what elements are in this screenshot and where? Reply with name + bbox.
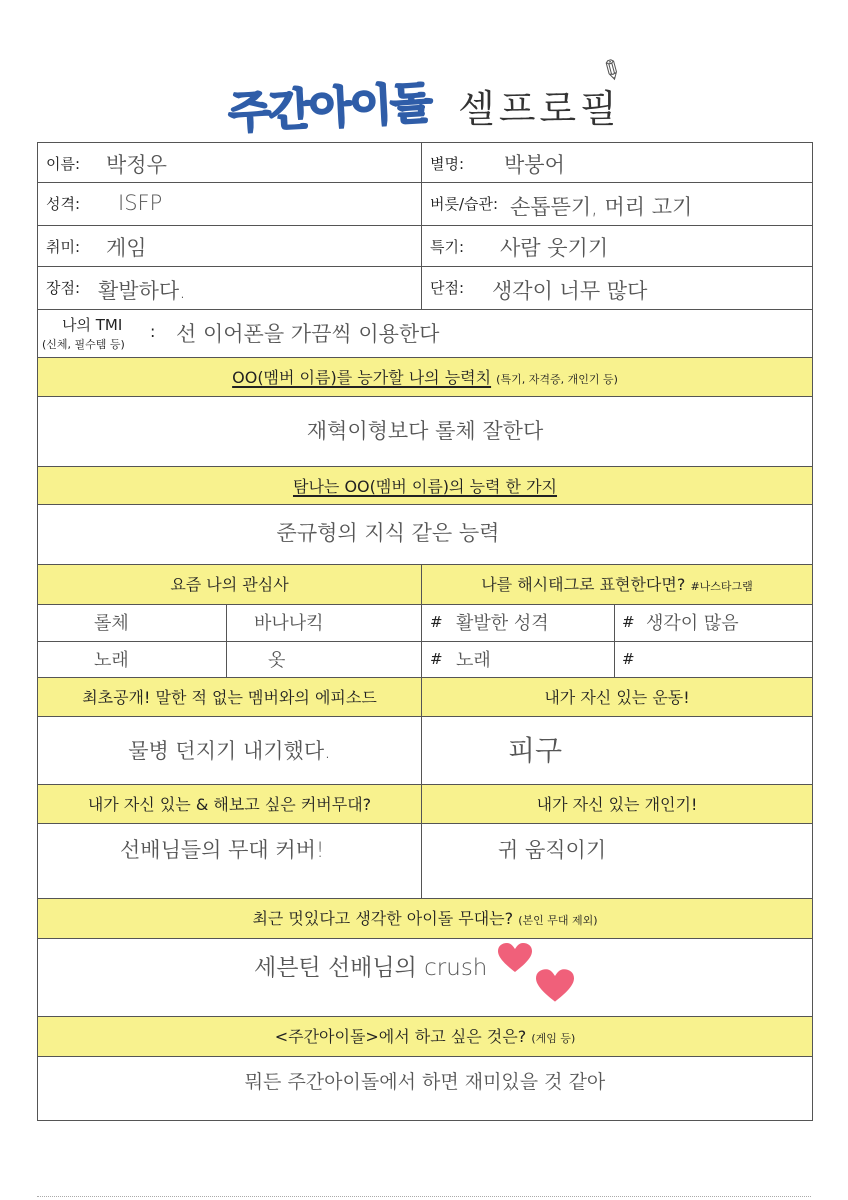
stage-heading-note: (본인 무대 제외) xyxy=(518,914,598,927)
sport-heading: 내가 자신 있는 운동! xyxy=(544,688,690,707)
hash-symbol-3: # xyxy=(430,650,443,668)
episode-sport-answer-row xyxy=(38,717,812,785)
covet-heading-text: 탐나는 OO(멤버 이름)의 능력 한 가지 xyxy=(292,477,558,496)
strength-value: 활발하다. xyxy=(98,279,186,303)
nickname-label: 별명: xyxy=(430,155,465,173)
covet-answer-row xyxy=(38,505,812,565)
stage-answer-row xyxy=(38,939,812,1017)
tmi-label: 나의 TMI xyxy=(62,316,123,334)
hash-symbol-2: # xyxy=(622,613,635,631)
weakness-label: 단점: xyxy=(430,279,465,297)
pencil-icon: ✎ xyxy=(593,52,628,90)
episode-value: 물병 던지기 내기했다. xyxy=(128,739,331,763)
wish-answer-row xyxy=(38,1057,812,1120)
cover-heading: 내가 자신 있는 & 해보고 싶은 커버무대? xyxy=(87,795,372,814)
cover-gag-heading xyxy=(38,785,812,824)
gag-heading: 내가 자신 있는 개인기! xyxy=(536,795,698,814)
wish-value: 뭐든 주간아이돌에서 하면 재미있을 것 같아 xyxy=(244,1071,606,1093)
cover-value: 선배님들의 무대 커버! xyxy=(120,838,325,862)
episode-heading: 최초공개! 말한 적 없는 멤버와의 에피소드 xyxy=(82,688,377,707)
covet-value: 준규형의 지식 같은 능력 xyxy=(276,521,500,545)
interest-hashtag-heading xyxy=(38,565,812,605)
interest-4: 옷 xyxy=(268,650,286,671)
name-value: 박정우 xyxy=(106,153,167,177)
tmi-value: 선 이어폰을 가끔씩 이용한다 xyxy=(176,322,440,346)
row-tmi xyxy=(38,310,812,358)
habit-value: 손톱뜯기, 머리 고기 xyxy=(510,195,693,219)
row-hobby xyxy=(38,226,812,267)
weekly-idol-logo: 주간아이돌 xyxy=(227,77,432,140)
personality-value: ISFP xyxy=(118,191,163,215)
hash-symbol-4: # xyxy=(622,650,635,668)
ability-heading-note: (특기, 자격증, 개인기 등) xyxy=(496,373,618,386)
page-title: 셀프로필 xyxy=(458,87,621,131)
ability-answer-row xyxy=(38,397,812,467)
heart-icon xyxy=(498,943,532,973)
talent-value: 사람 웃기기 xyxy=(500,236,609,260)
tmi-colon: : xyxy=(150,322,156,341)
hashtag-heading-text: 나를 해시태그로 표현한다면? xyxy=(481,575,686,594)
profile-form xyxy=(37,142,813,1121)
row-personality xyxy=(38,183,812,226)
page-header xyxy=(0,52,848,140)
gag-value: 귀 움직이기 xyxy=(498,838,607,862)
wish-heading-note: (게임 등) xyxy=(531,1032,576,1045)
hobby-value: 게임 xyxy=(106,236,147,260)
row-strength xyxy=(38,267,812,310)
hashtag-heading xyxy=(422,565,812,607)
interest-2: 바나나킥 xyxy=(254,613,324,634)
ability-value: 재혁이형보다 롤체 잘한다 xyxy=(306,419,544,443)
ability-heading-text: OO(멤버 이름)를 능가할 나의 능력치 xyxy=(232,368,492,387)
nickname-value: 박붕어 xyxy=(504,153,565,177)
strength-label: 장점: xyxy=(46,279,81,297)
sport-value: 피구 xyxy=(508,734,563,767)
ability-heading xyxy=(38,358,812,397)
stage-value: 세븐틴 선배님의 crush xyxy=(254,955,488,981)
row-name xyxy=(38,143,812,183)
hash-symbol-1: # xyxy=(430,613,443,631)
episode-sport-heading xyxy=(38,678,812,717)
hashtag-3: 노래 xyxy=(456,650,491,671)
name-label: 이름: xyxy=(46,155,81,173)
personality-label: 성격: xyxy=(46,195,81,213)
habit-label: 버릇/습관: xyxy=(430,195,499,213)
interest-heading: 요즘 나의 관심사 xyxy=(170,575,289,594)
interest-row-2 xyxy=(38,642,812,678)
heart-icon xyxy=(536,969,574,1003)
hashtag-heading-note: #나스타그램 xyxy=(690,580,753,593)
wish-heading-text: <주간아이돌>에서 하고 싶은 것은? xyxy=(274,1027,527,1046)
weakness-value: 생각이 너무 많다 xyxy=(492,279,648,303)
covet-heading xyxy=(38,467,812,505)
hashtag-1: 활발한 성격 xyxy=(456,613,549,634)
interest-1: 롤체 xyxy=(94,613,129,634)
hobby-label: 취미: xyxy=(46,238,81,256)
stage-heading xyxy=(38,899,812,939)
interest-row-1 xyxy=(38,605,812,642)
interest-3: 노래 xyxy=(94,650,129,671)
hashtag-2: 생각이 많음 xyxy=(646,613,739,634)
cover-gag-answer-row xyxy=(38,824,812,899)
tmi-sub-label: (신체, 필수템 등) xyxy=(42,338,125,351)
stage-heading-text: 최근 멋있다고 생각한 아이돌 무대는? xyxy=(252,909,514,928)
bottom-dotted-line xyxy=(37,1196,811,1197)
wish-heading xyxy=(38,1017,812,1057)
talent-label: 특기: xyxy=(430,238,465,256)
